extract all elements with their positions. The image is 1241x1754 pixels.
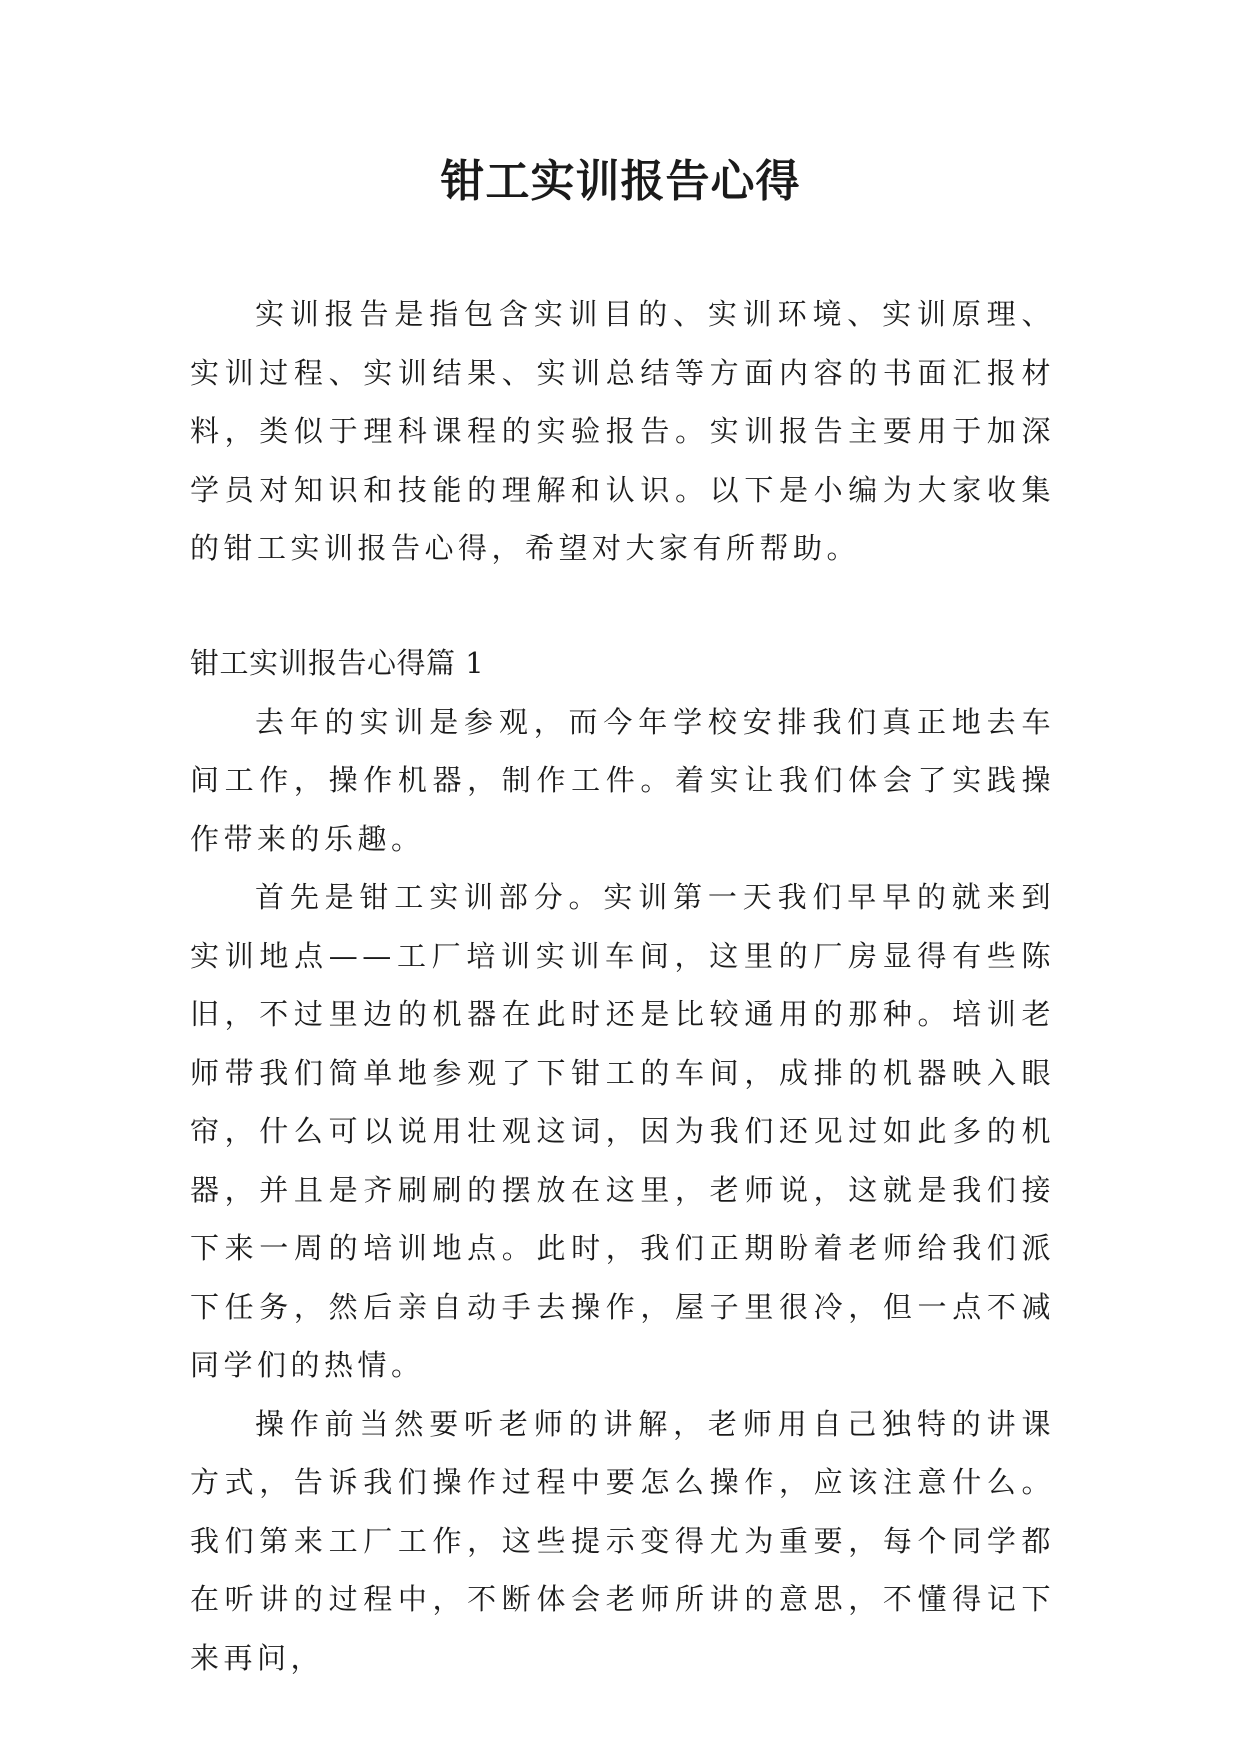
body-paragraph-2: 首先是钳工实训部分。实训第一天我们早早的就来到实训地点——工厂培训实训车间，这里的厂房显得有些陈旧，不过里边的机器在此时还是比较通用的那种。培训老师带我们简单地参观了下钳工的车间，成排的机器映入眼帘，什么可以说用壮观这词，因为我们还见过如此多的机器，并且是齐刷刷的摆放在这里，老师说，这就是我们接下来一周的培训地点。此时，我们正期盼着老师给我们派下任务，然后亲自动手去操作，屋子里很冷，但一点不减同学们的热情。 — [190, 880, 1055, 1382]
document-title: 钳工实训报告心得 — [440, 156, 801, 207]
intro-block — [190, 285, 1055, 578]
body-paragraph-1: 去年的实训是参观，而今年学校安排我们真正地去车间工作，操作机器，制作工件。着实让我们体会了实践操作带来的乐趣。 — [190, 704, 1055, 856]
section-heading: 钳工实训报告心得篇 1 — [190, 646, 485, 680]
intro-paragraph: 实训报告是指包含实训目的、实训环境、实训原理、实训过程、实训结果、实训总结等方面内容的书面汇报材料，类似于理科课程的实验报告。实训报告主要用于加深学员对知识和技能的理解和认识。以下是小编为大家收集的钳工实训报告心得，希望对大家有所帮助。 — [190, 297, 1055, 565]
section-1 — [190, 634, 1055, 1687]
body-paragraph-3: 操作前当然要听老师的讲解，老师用自己独特的讲课方式，告诉我们操作过程中要怎么操作，应该注意什么。我们第来工厂工作，这些提示变得尤为重要，每个同学都在听讲的过程中，不断体会老师所讲的意思，不懂得记下来再问， — [190, 1406, 1055, 1675]
